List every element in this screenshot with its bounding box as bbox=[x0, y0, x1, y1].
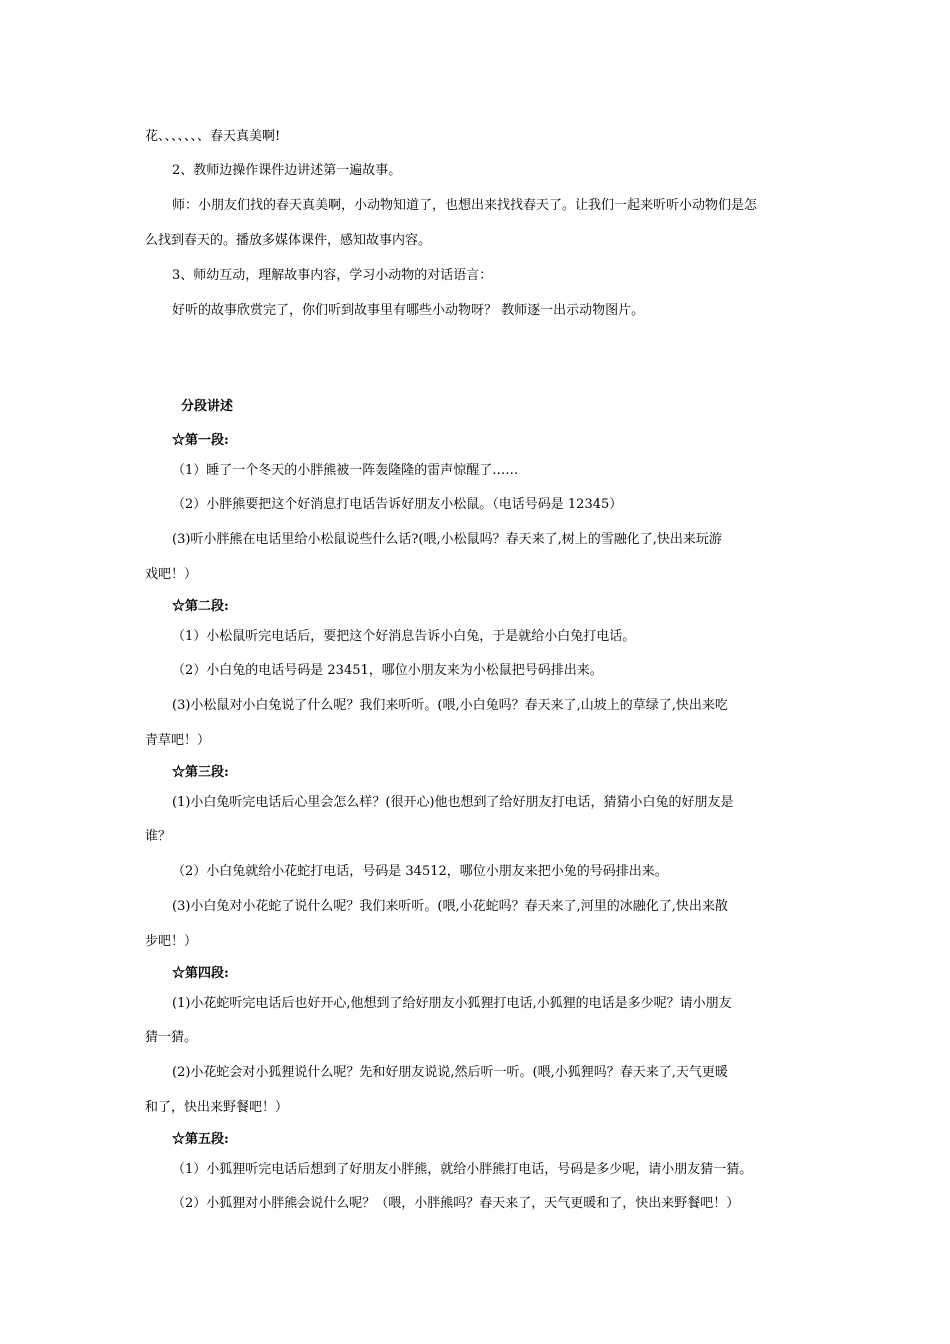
step-2: 2、教师边操作课件边讲述第一遍故事。 bbox=[172, 163, 402, 178]
step-3: 3、师幼互动，理解故事内容，学习小动物的对话语言： bbox=[172, 268, 493, 283]
segment-line: （1）小狐狸听完电话后想到了好朋友小胖熊，就给小胖熊打电话，号码是多少呢，请小朋友猜一猜。 bbox=[172, 1162, 753, 1177]
segment-title: ☆第五段: bbox=[172, 1132, 229, 1147]
segment-line: （2）小白兔就给小花蛇打电话，号码是 34512，哪位小朋友来把小兔的号码排出来。 bbox=[172, 864, 668, 879]
segment-line: （2）小胖熊要把这个好消息打电话告诉好朋友小松鼠。（电话号码是 12345） bbox=[172, 497, 623, 512]
segment-line: (3)小白兔对小花蛇了说什么呢？我们来听听。(喂,小花蛇吗？春天来了,河里的冰融化了,快出来散 bbox=[172, 899, 728, 914]
segment-title: ☆第三段: bbox=[172, 765, 229, 780]
segment-line: （1）睡了一个冬天的小胖熊被一阵轰隆隆的雷声惊醒了…… bbox=[172, 463, 519, 478]
segment-line: （1）小松鼠听完电话后，要把这个好消息告诉小白兔，于是就给小白兔打电话。 bbox=[172, 629, 636, 644]
segment-line: (3)听小胖熊在电话里给小松鼠说些什么话?(喂,小松鼠吗？春天来了,树上的雪融化了,快出来玩游 bbox=[172, 532, 722, 547]
question-line: 好听的故事欣赏完了，你们听到故事里有哪些小动物呀？ 教师逐一出示动物图片。 bbox=[172, 303, 645, 318]
teacher-text-line-2: 么找到春天的。播放多媒体课件，感知故事内容。 bbox=[145, 233, 432, 248]
segment-title: ☆第二段: bbox=[172, 599, 229, 614]
section-title: 分段讲述 bbox=[181, 399, 234, 414]
segment-line: (3)小松鼠对小白兔说了什么呢？我们来听听。(喂,小白兔吗？春天来了,山坡上的草绿了,快出来吃 bbox=[172, 698, 728, 713]
segment-line: 步吧！） bbox=[145, 934, 198, 949]
segment-line: 戏吧！） bbox=[145, 567, 198, 582]
segment-line: （2）小白兔的电话号码是 23451，哪位小朋友来为小松鼠把号码排出来。 bbox=[172, 663, 603, 678]
segment-title: ☆第四段: bbox=[172, 966, 229, 981]
segment-line: 猜一猜。 bbox=[145, 1030, 198, 1045]
segment-line: 谁？ bbox=[145, 829, 172, 844]
teacher-text-line-1: 师：小朋友们找的春天真美啊，小动物知道了，也想出来找找春天了。让我们一起来听听小动物们是怎 bbox=[172, 198, 758, 213]
segment-line: (1)小白兔听完电话后心里会怎么样？(很开心)他也想到了给好朋友打电话，猜猜小白兔的好朋友是 bbox=[172, 795, 734, 810]
segment-line: 青草吧！） bbox=[145, 733, 211, 748]
segment-title: ☆第一段: bbox=[172, 433, 229, 448]
segment-line: (2)小花蛇会对小狐狸说什么呢？先和好朋友说说,然后听一听。(喂,小狐狸吗？春天来了,天气更暖 bbox=[172, 1065, 728, 1080]
intro-line: 花、、、、、、、春天真美啊! bbox=[145, 129, 281, 144]
segment-line: 和了，快出来野餐吧！） bbox=[145, 1100, 289, 1115]
segment-line: （2）小狐狸对小胖熊会说什么呢？（喂，小胖熊吗？春天来了，天气更暖和了，快出来野餐吧！） bbox=[172, 1196, 740, 1211]
segment-line: (1)小花蛇听完电话后也好开心,他想到了给好朋友小狐狸打电话,小狐狸的电话是多少呢？请小朋友 bbox=[172, 996, 732, 1011]
